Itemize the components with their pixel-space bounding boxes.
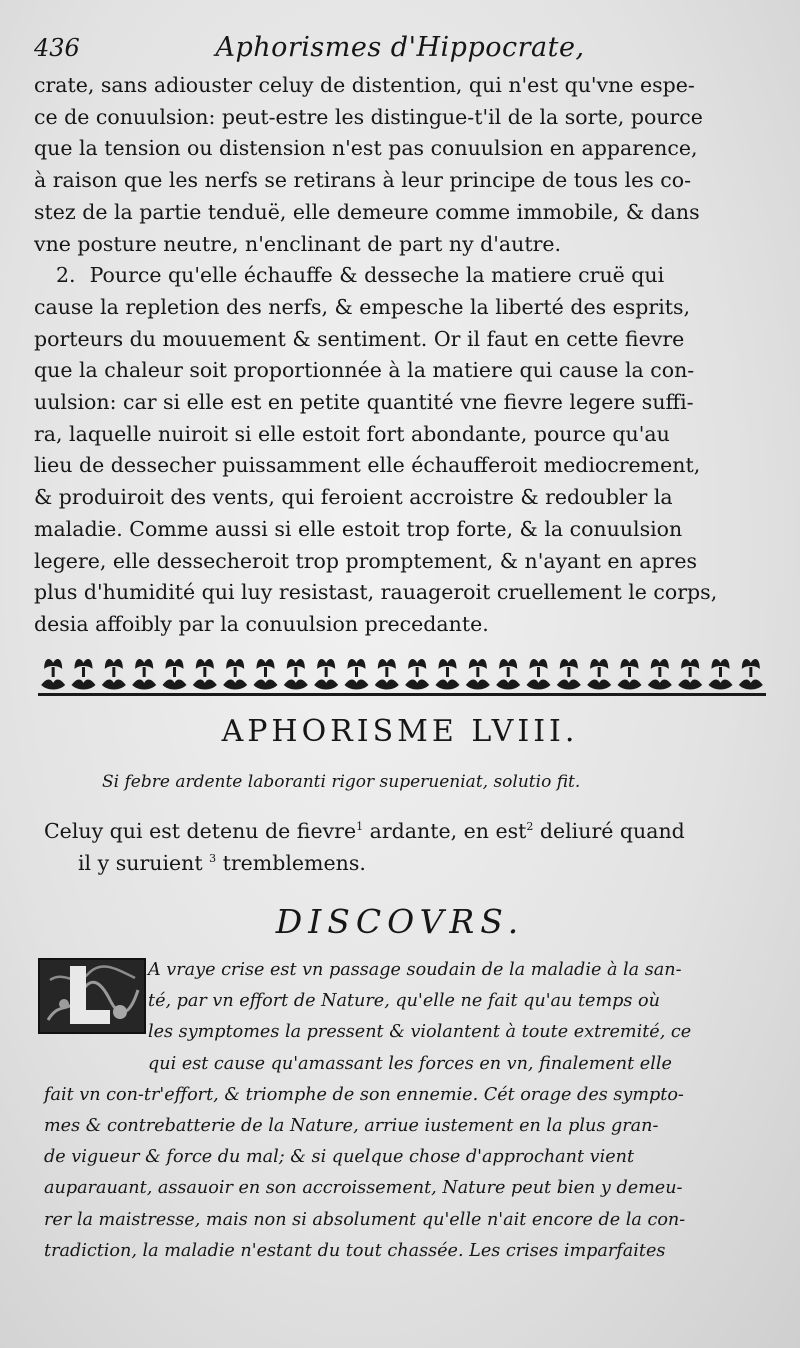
french-line-2	[44, 847, 764, 879]
text-line: ra, laquelle nuiroit si elle estoit fort abondante, pource qu'au	[34, 421, 670, 446]
text-line: plus d'humidité qui luy resistast, rauageroit cruellement le corps,	[34, 580, 718, 605]
note-line-first	[34, 260, 764, 292]
french-line-1	[44, 815, 764, 847]
note-number: 2.	[56, 263, 76, 288]
text-line: & produiroit des vents, qui feroient accroistre & redoubler la	[34, 485, 673, 510]
fleuron-icon	[132, 659, 156, 689]
text-line: desia affoibly par la conuulsion precedante.	[34, 611, 489, 636]
text-line: de vigueur & force du mal; & si quelque chose d'approchant vient	[44, 1147, 635, 1168]
text-line: porteurs du mouuement & sentiment. Or il faut en cette fievre	[34, 326, 685, 351]
fleuron-border-icon	[38, 655, 766, 697]
french-text: ardante, en est	[363, 819, 527, 843]
fleuron-icon	[587, 659, 611, 689]
french-text: il y suruient	[78, 851, 203, 875]
text-line: ce de conuulsion: peut-estre les distingue-t'il de la sorte, pource	[34, 104, 703, 129]
aphorism-latin: Si febre ardente laboranti rigor superueniat, solutio fit.	[102, 772, 581, 792]
fleuron-icon	[648, 659, 672, 689]
fleuron-icon	[41, 659, 65, 689]
fleuron-icon	[739, 659, 763, 689]
text-line: auparauant, assauoir en son accroissement, Nature peut bien y demeu-	[44, 1178, 683, 1199]
fleuron-icon	[102, 659, 126, 689]
french-text: Celuy qui est detenu de fievre	[44, 819, 357, 843]
text-line: vne posture neutre, n'enclinant de part ny d'autre.	[34, 231, 562, 256]
text-line: té, par vn effort de Nature, qu'elle ne fait qu'au temps où	[148, 991, 660, 1012]
fleuron-icon	[527, 659, 551, 689]
aphorism-french	[44, 815, 764, 879]
fleuron-icon	[678, 659, 702, 689]
note-marker: 3	[209, 852, 217, 866]
discours-text	[44, 955, 766, 1267]
fleuron-icon	[405, 659, 429, 689]
ornament-rule	[38, 693, 766, 696]
text-line: fait vn con-tr'effort, & triomphe de son ennemie. Cét orage des sympto-	[44, 1084, 684, 1105]
fleuron-icon	[618, 659, 642, 689]
aphorism-title: APHORISME LVIII.	[221, 714, 579, 749]
text-line: mes & contrebatterie de la Nature, arriue iustement en la plus gran-	[44, 1116, 659, 1137]
fleuron-icon	[72, 659, 96, 689]
text-line: tradiction, la maladie n'estant du tout chassée. Les crises imparfaites	[44, 1240, 666, 1261]
page-number: 436	[34, 34, 80, 62]
text-line: qui est cause qu'amassant les forces en vn, finalement elle	[148, 1053, 672, 1074]
text-line: cause la repletion des nerfs, & empesche la liberté des esprits,	[34, 294, 691, 319]
fleuron-icon	[466, 659, 490, 689]
fleuron-icon	[709, 659, 733, 689]
text-line: rer la maistresse, mais non si absolument qu'elle n'ait encore de la con-	[44, 1209, 686, 1230]
text-line: uulsion: car si elle est en petite quantité vne fievre legere suffi-	[34, 390, 694, 415]
fleuron-icon	[436, 659, 460, 689]
text-line: legere, elle dessecheroit trop promptement, & n'ayant en apres	[34, 548, 697, 573]
note-marker: 1	[356, 820, 364, 834]
fleuron-icon	[345, 659, 369, 689]
fleuron-icon	[314, 659, 338, 689]
text-line: à raison que les nerfs se retirans à leur principe de tous les co-	[34, 168, 692, 193]
text-line: les symptomes la pressent & violantent à toute extremité, ce	[148, 1022, 692, 1043]
page-header	[30, 30, 770, 70]
text-line: lieu de dessecher puissamment elle échaufferoit mediocrement,	[34, 453, 701, 478]
fleuron-icon	[284, 659, 308, 689]
note-marker: 2	[526, 820, 534, 834]
discours-title: DISCOVRS.	[275, 902, 525, 941]
fleuron-icon	[193, 659, 217, 689]
text-line: Pource qu'elle échauffe & desseche la matiere cruë qui	[89, 263, 665, 288]
fleuron-icon	[557, 659, 581, 689]
text-line: A vraye crise est vn passage soudain de la maladie à la san-	[148, 960, 682, 980]
fleuron-icon	[496, 659, 520, 689]
fleuron-icon	[375, 659, 399, 689]
text-line: maladie. Comme aussi si elle estoit trop forte, & la conuulsion	[34, 516, 683, 541]
text-line: stez de la partie tenduë, elle demeure comme immobile, & dans	[34, 199, 700, 224]
text-line: que la tension ou distension n'est pas conuulsion en apparence,	[34, 136, 698, 161]
french-text: deliuré quand	[533, 819, 685, 843]
text-line: que la chaleur soit proportionnée à la matiere qui cause la con-	[34, 358, 695, 383]
text-line: crate, sans adiouster celuy de distention, qui n'est qu'vne espe-	[34, 73, 695, 97]
french-text: tremblemens.	[216, 851, 366, 875]
fleuron-icon	[163, 659, 187, 689]
running-title: Aphorismes d'Hippocrate,	[215, 32, 585, 63]
fleuron-icon	[223, 659, 247, 689]
fleuron-icon	[254, 659, 278, 689]
commentary-text	[34, 70, 764, 641]
